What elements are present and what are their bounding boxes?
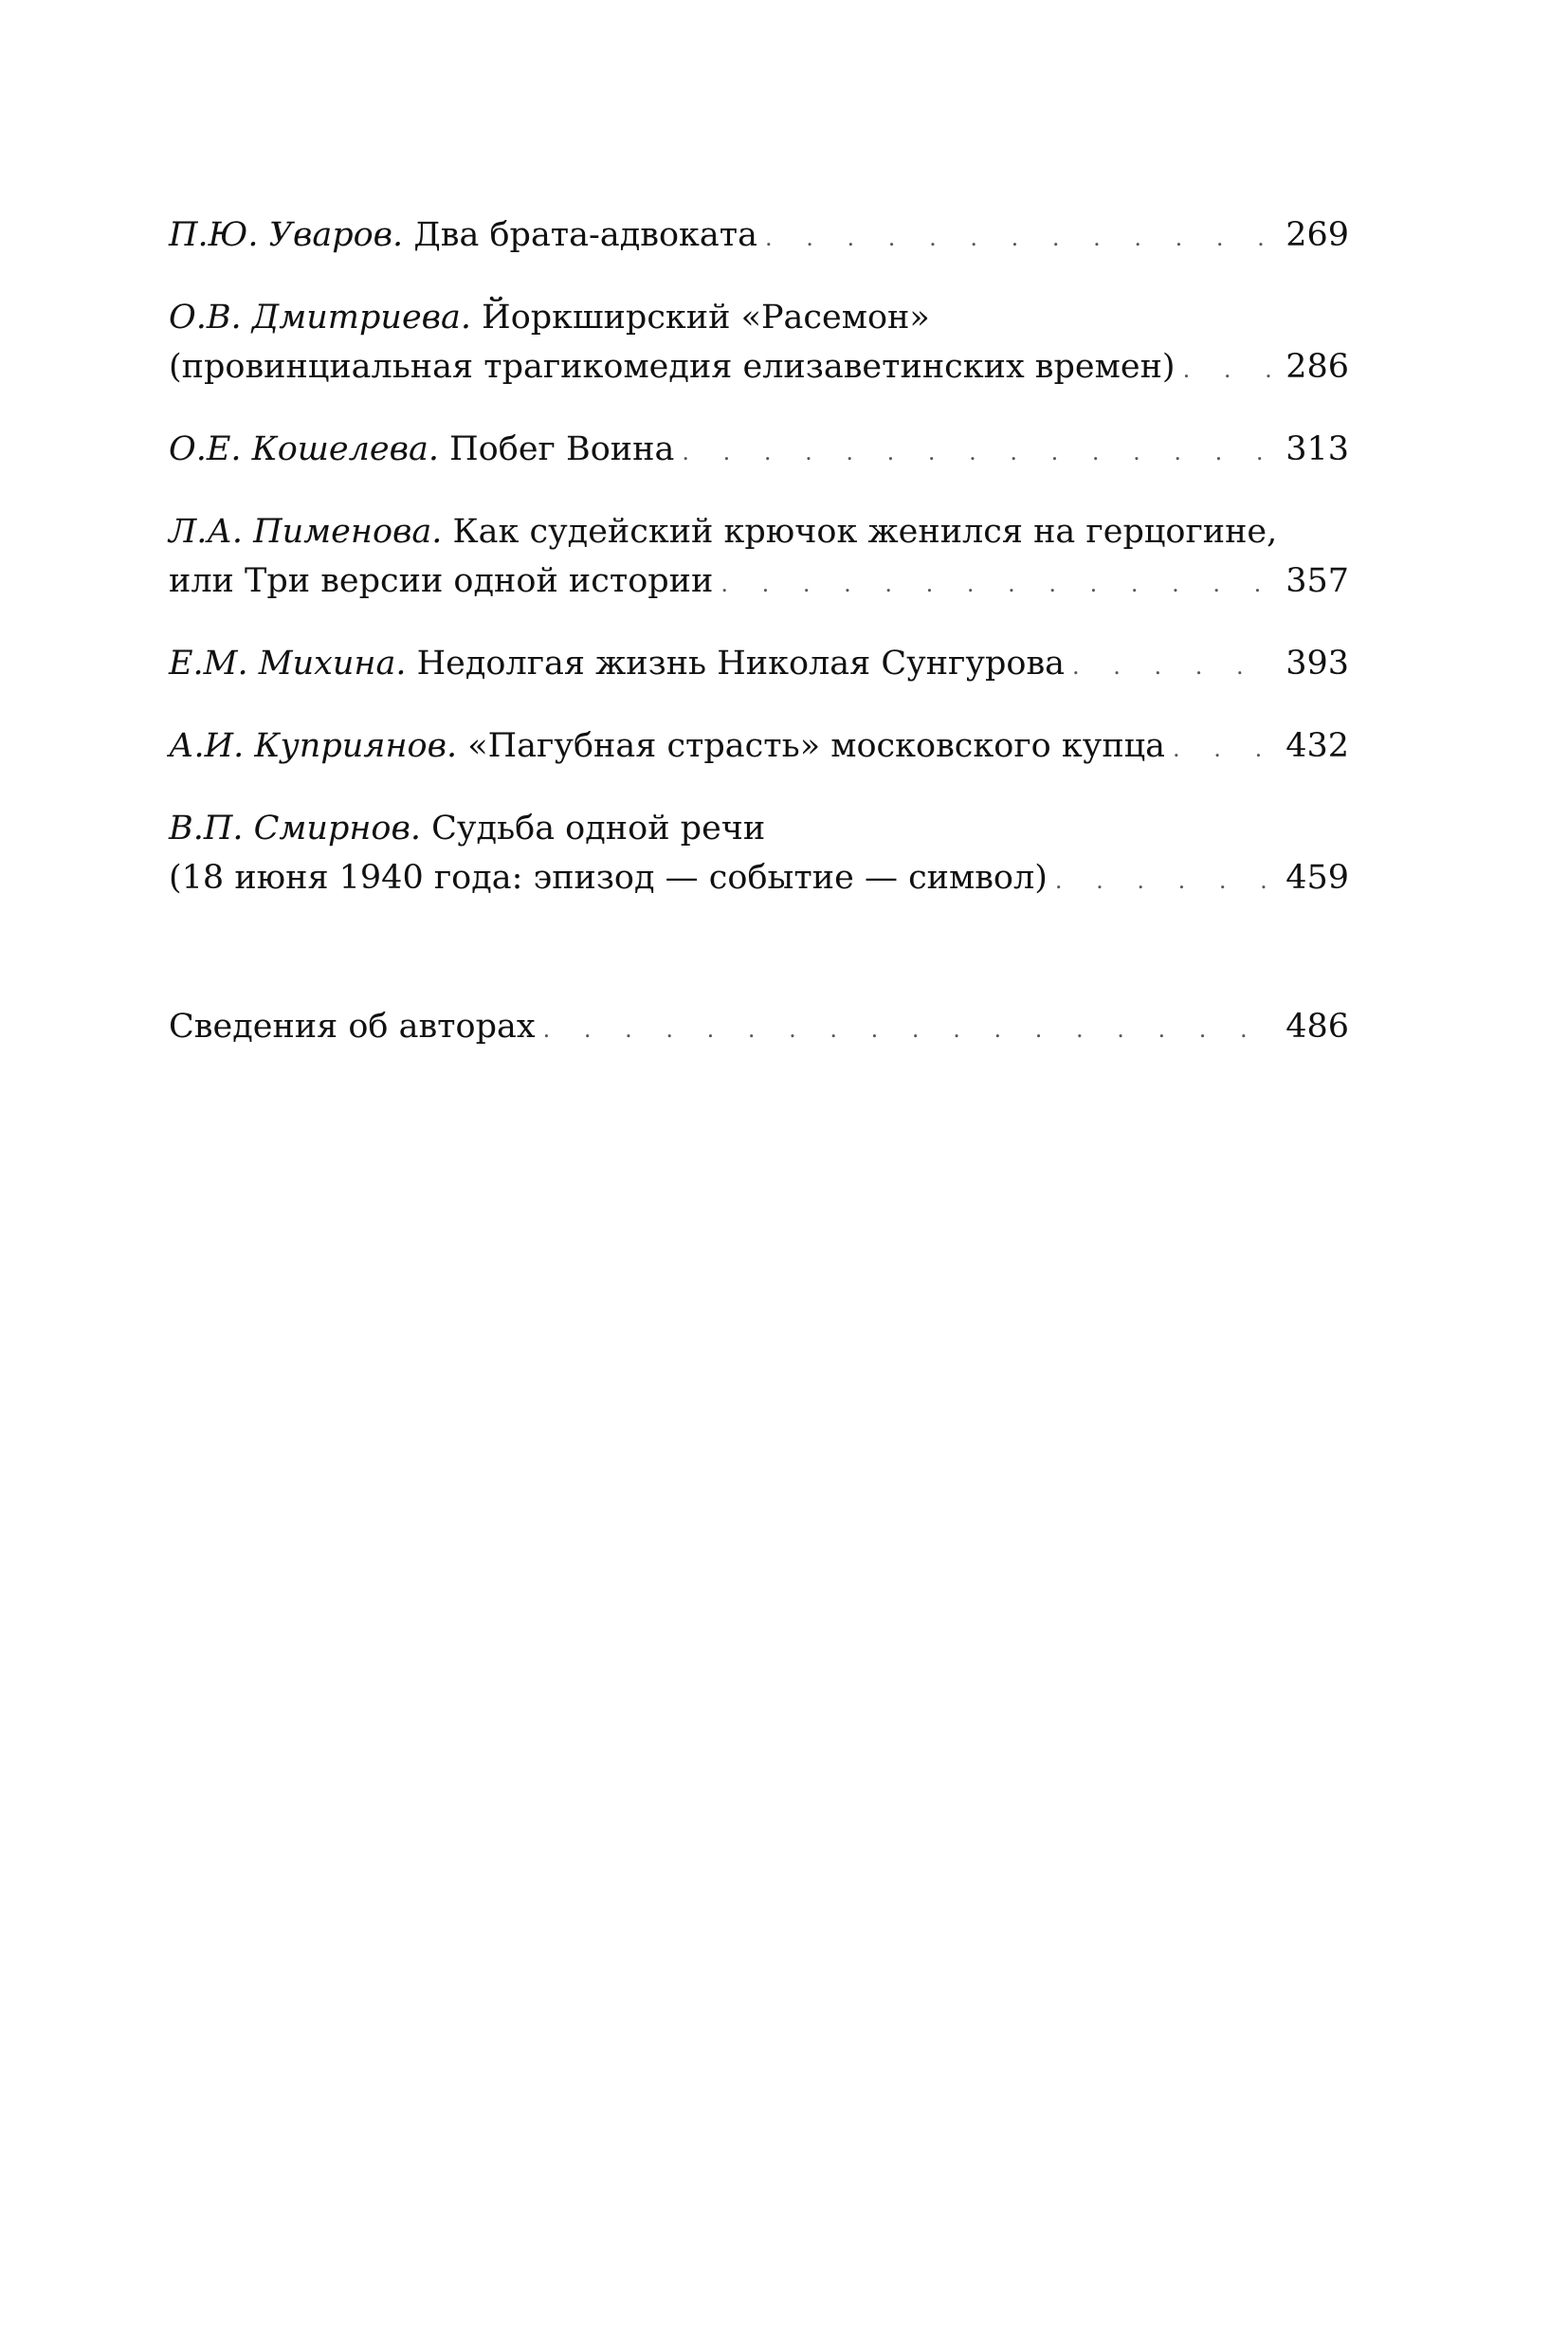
dot-leader bbox=[1055, 856, 1274, 905]
toc-page-number: 313 bbox=[1285, 430, 1349, 468]
dot-leader bbox=[682, 428, 1274, 477]
dot-leader bbox=[720, 559, 1274, 609]
toc-title: Судьба одной речи bbox=[431, 810, 766, 847]
toc-title: Йоркширский «Расемон» bbox=[482, 299, 930, 337]
toc-title: Два брата-адвоката bbox=[413, 216, 758, 254]
toc-author: Е.М. Михина. bbox=[169, 645, 407, 683]
toc-entry-line bbox=[169, 853, 1349, 905]
toc-entry-pimenova[interactable] bbox=[169, 507, 1349, 609]
toc-page-number: 393 bbox=[1285, 645, 1349, 683]
toc-author: Л.А. Пименова. bbox=[169, 513, 443, 551]
toc-entry-line bbox=[169, 721, 1349, 774]
toc-title: Сведения об авторах bbox=[169, 1008, 536, 1046]
toc-title: Недолгая жизнь Николая Сунгурова bbox=[416, 645, 1066, 683]
toc-entry-mikhina[interactable] bbox=[169, 639, 1349, 691]
toc-page-number: 459 bbox=[1285, 859, 1349, 897]
toc-title: Как судейский крючок женился на герцогине, bbox=[452, 513, 1278, 551]
toc-entry-line bbox=[169, 342, 1349, 394]
toc-page-number: 486 bbox=[1285, 1008, 1349, 1046]
toc-title: «Пагубная страсть» московского купца bbox=[467, 727, 1166, 765]
toc-entry-kosheleva[interactable] bbox=[169, 425, 1349, 477]
toc-page-number: 269 bbox=[1285, 216, 1349, 254]
toc-author: В.П. Смирнов. bbox=[169, 810, 421, 847]
toc-entry-first-line bbox=[169, 804, 1349, 853]
toc-title-continued: или Три версии одной истории bbox=[169, 562, 714, 600]
toc-entry-first-line bbox=[169, 507, 1349, 556]
toc-entry-first-line bbox=[169, 293, 1349, 342]
toc-title: Побег Воина bbox=[449, 430, 675, 468]
toc-entry-kupriyanov[interactable] bbox=[169, 721, 1349, 774]
toc-entry-text bbox=[169, 639, 1065, 688]
toc-entry-line bbox=[169, 639, 1349, 691]
toc-entry-about-authors[interactable] bbox=[169, 1002, 1349, 1054]
toc-title-continued: (18 июня 1940 года: эпизод — событие — символ) bbox=[169, 859, 1048, 897]
toc-page-number: 357 bbox=[1285, 562, 1349, 600]
toc-author: П.Ю. Уваров. bbox=[169, 216, 404, 254]
dot-leader bbox=[1072, 642, 1274, 691]
toc-author: А.И. Куприянов. bbox=[169, 727, 458, 765]
table-of-contents bbox=[169, 210, 1349, 1054]
toc-entry-text bbox=[169, 721, 1165, 771]
toc-entry-uvarov[interactable] bbox=[169, 210, 1349, 263]
dot-leader bbox=[543, 1005, 1275, 1054]
toc-entry-line bbox=[169, 556, 1349, 609]
toc-entry-text bbox=[169, 425, 674, 474]
dot-leader bbox=[1183, 345, 1275, 394]
toc-page-number: 432 bbox=[1285, 727, 1349, 765]
toc-author: О.Е. Кошелева. bbox=[169, 430, 440, 468]
dot-leader bbox=[765, 213, 1274, 263]
dot-leader bbox=[1173, 724, 1274, 774]
toc-entry-line bbox=[169, 425, 1349, 477]
toc-page-number: 286 bbox=[1285, 348, 1349, 386]
toc-title-continued: (провинциальная трагикомедия елизаветинских времен) bbox=[169, 348, 1176, 386]
toc-entry-smirnov[interactable] bbox=[169, 804, 1349, 905]
toc-entry-text bbox=[169, 210, 757, 260]
toc-author: О.В. Дмитриева. bbox=[169, 299, 472, 337]
toc-entry-line bbox=[169, 210, 1349, 263]
toc-entry-line bbox=[169, 1002, 1349, 1054]
toc-entry-dmitrieva[interactable] bbox=[169, 293, 1349, 394]
